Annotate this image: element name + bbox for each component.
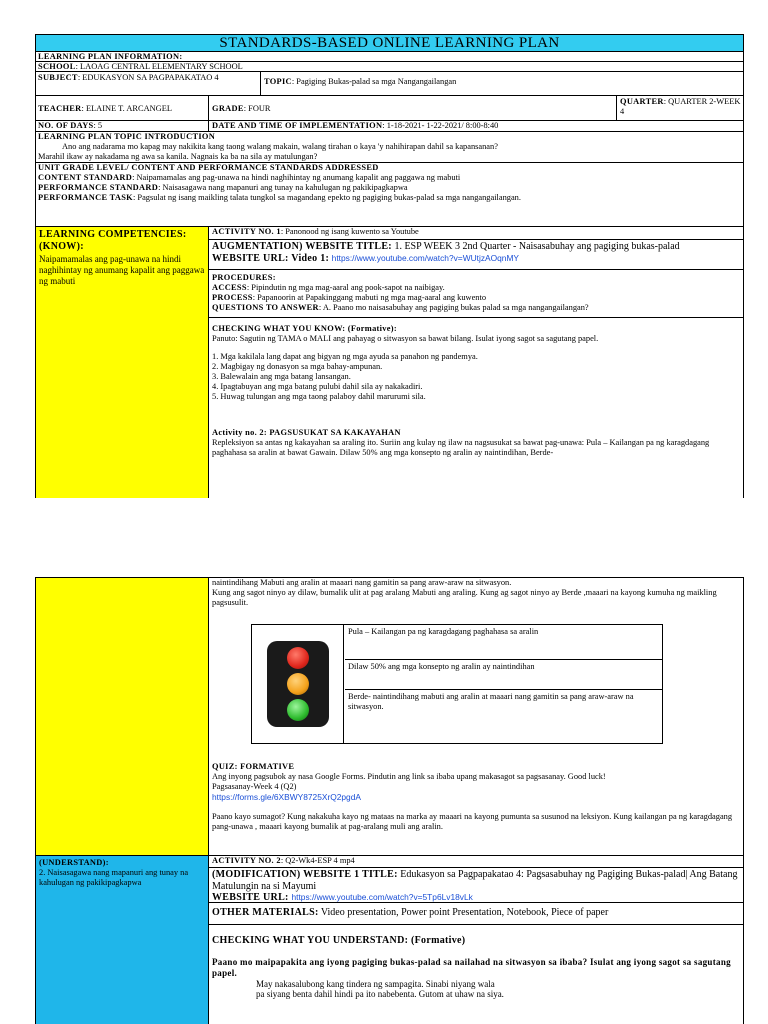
understand-url-label: WEBSITE URL bbox=[212, 892, 286, 902]
traffic-light-icon bbox=[267, 641, 329, 727]
other-materials-label: OTHER MATERIALS: bbox=[212, 907, 319, 918]
subject-label: SUBJECT bbox=[38, 73, 78, 82]
reflection-continued: naintindihang Mabuti ang aralin at maaari nang gamitin sa pang araw-araw na sitwasyon. bbox=[212, 578, 512, 587]
grade-value: : FOUR bbox=[243, 104, 271, 113]
quarter-cell bbox=[618, 96, 743, 120]
yellow-light-row bbox=[345, 659, 662, 689]
know-continued-section bbox=[36, 578, 743, 855]
augmentation-label: AUGMENTATION) WEBSITE TITLE: bbox=[212, 241, 392, 252]
subject-topic-row bbox=[36, 71, 743, 95]
checking-know-block bbox=[209, 317, 743, 497]
topic-label: TOPIC bbox=[264, 77, 292, 86]
quiz-block bbox=[212, 762, 740, 832]
green-light-icon bbox=[287, 699, 309, 721]
school-row bbox=[36, 61, 743, 71]
days-date-row bbox=[36, 120, 743, 131]
performance-task bbox=[38, 193, 741, 203]
story-line-1: May nakasalubong kang tindera ng sampagita. Sinabi niyang wala bbox=[256, 979, 495, 989]
quarter-value: : QUARTER 2-WEEK 4 bbox=[620, 97, 741, 116]
know-item-2: 2. Magbigay ng donasyon sa mga bahay-ampunan. bbox=[212, 362, 383, 371]
know-competency-cell bbox=[36, 227, 208, 498]
know-item-4: 4. Ipagtabuyan ang mga batang pulubi dahil sila ay nakakadiri. bbox=[212, 382, 423, 391]
performance-standard bbox=[38, 183, 741, 193]
topic-value: : Pagiging Bukas-palad sa mga Nangangailangan bbox=[291, 77, 457, 86]
performance-standard-label: PERFORMANCE STANDARD bbox=[38, 183, 159, 192]
document-title: STANDARDS-BASED ONLINE LEARNING PLAN bbox=[219, 35, 560, 51]
quarter-label: QUARTER bbox=[620, 97, 664, 106]
days-value: : 5 bbox=[93, 121, 103, 130]
teacher-cell bbox=[36, 96, 206, 120]
standards-row bbox=[36, 162, 743, 226]
understand-heading: (UNDERSTAND): bbox=[39, 858, 109, 867]
intro-line-2: Marahil ikaw ay nakadama ng awa sa kanila. Nagnais ka ba na sila ay matulungan? bbox=[38, 152, 318, 161]
process-label: PROCESS bbox=[212, 293, 253, 302]
activity-2-label: Activity no. 2 bbox=[212, 428, 264, 437]
quiz-title: Pagsasanay-Week 4 (Q2) bbox=[212, 782, 297, 791]
topic-cell bbox=[262, 72, 458, 95]
know-activities bbox=[209, 227, 743, 498]
red-light-text: Pula – Kailangan pa ng karagdagang paghahasa sa aralin bbox=[348, 627, 539, 636]
know-heading: LEARNING COMPETENCIES: (KNOW): bbox=[39, 229, 187, 252]
info-heading-row bbox=[36, 51, 743, 61]
score-note: Paano kayo sumagot? Kung nakakuha kayo ng mataas na marka ay maaari na kayong pumunta sa susunod na leksiyon. Kung kailangan pa ng karagdagang pang-unawa , maaari kayong bumalik at pag-aralang muli ang aralin. bbox=[212, 812, 733, 831]
checking-understand-block bbox=[209, 924, 743, 1024]
performance-task-label: PERFORMANCE TASK bbox=[38, 193, 133, 202]
days-label: NO. OF DAYS bbox=[38, 121, 94, 130]
green-light-text: Berde- naintindihang mabuti ang aralin at maaari nang gamitin sa pang araw-araw na sitwasyon. bbox=[348, 692, 634, 711]
augmentation-block bbox=[209, 239, 743, 269]
activity-2-value: : PAGSUSUKAT SA KAKAYAHAN bbox=[263, 428, 401, 437]
content-standard bbox=[38, 173, 741, 183]
activity-1-label: ACTIVITY NO. 1 bbox=[212, 227, 281, 236]
procedures-heading: PROCEDURES: bbox=[212, 273, 276, 282]
content-standard-value: : Naipamamalas ang pag-unawa na hindi naghihintay ng anumang kapalit ang paggawa ng mabuti bbox=[132, 173, 461, 182]
green-light-row bbox=[345, 689, 662, 743]
school-label: SCHOOL bbox=[38, 62, 76, 71]
title-row bbox=[36, 34, 743, 51]
know-competency-text: Naipamamalas ang pag-unawa na hindi naghihintay ng anumang kapalit ang paggawa ng mabuti bbox=[39, 254, 205, 286]
checking-understand-heading: CHECKING WHAT YOU UNDERSTAND: (Formative) bbox=[212, 935, 466, 946]
access-label: ACCESS bbox=[212, 283, 247, 292]
activity-1-block bbox=[209, 227, 743, 239]
date-cell bbox=[210, 121, 743, 131]
quiz-link[interactable]: https://forms.gle/6XBWY8725XrQ2pgdA bbox=[212, 792, 361, 802]
understand-competency-text: 2. Naisasagawa nang mapanuri ang tunay na kahulugan ng pakikipagkapwa bbox=[39, 868, 189, 887]
page-two bbox=[35, 577, 744, 1024]
story-line-2: pa siyang benta dahil hindi pa ito nabebenta. Gutom at uhaw na siya. bbox=[256, 989, 504, 999]
modification-value: Edukasyon sa Pagpapakatao 4: Pagsasabuhay ng Pagiging Bukas-palad| Ang Batang Matulungin na si Mayumi bbox=[212, 869, 738, 892]
reflection-instructions: Kung ang sagot ninyo ay dilaw, bumalik ulit at pag aralang Mabuti ang araling. Kung ag sagot ninyo ay Berde ,maaari na kayong kumuha ng maikling pagsusulit. bbox=[212, 588, 717, 607]
intro-heading: LEARNING PLAN TOPIC INTRODUCTION bbox=[38, 132, 216, 141]
grade-label: GRADE bbox=[212, 104, 244, 113]
info-heading: LEARNING PLAN INFORMATION: bbox=[38, 52, 183, 61]
yellow-light-icon bbox=[287, 673, 309, 695]
intro-row bbox=[36, 131, 743, 162]
date-label: DATE AND TIME OF IMPLEMENTATION bbox=[212, 121, 383, 130]
know-item-5: 5. Huwag tulungan ang mga taong palaboy dahil marurumi sila. bbox=[212, 392, 426, 401]
traffic-light-table bbox=[251, 624, 663, 744]
date-value: : 1-18-2021- 1-22-2021/ 8:00-8:40 bbox=[382, 121, 499, 130]
understand-section bbox=[36, 855, 743, 1024]
days-cell bbox=[36, 121, 206, 131]
performance-standard-value: : Naisasagawa nang mapanuri ang tunay na kahulugan ng pakikipagkapwa bbox=[158, 183, 408, 192]
access-value: : Pipindutin ng mga mag-aaral ang pook-sapot na naibigay. bbox=[246, 283, 445, 292]
traffic-light-image bbox=[252, 625, 344, 743]
subject-value: : EDUKASYON SA PAGPAPAKATAO 4 bbox=[77, 73, 219, 82]
intro-line-1: Ano ang nadarama mo kapag may nakikita kang taong walang makain, walang tirahan o kaya 'y nahihirapan dahil sa kapansanan? bbox=[62, 142, 498, 151]
know-item-1: 1. Mga kakilala lang dapat ang bigyan ng mga ayuda sa panahon ng pandemya. bbox=[212, 352, 478, 361]
know-continued-content bbox=[209, 578, 743, 855]
grade-cell bbox=[210, 96, 610, 120]
understand-question: Paano mo maipapakita ang iyong pagiging bukas-palad sa nailahad na sitwasyon sa ibaba? Isulat ang iyong sagot sa sagutang papel. bbox=[212, 957, 731, 978]
know-item-3: 3. Balewalain ang mga batang lansangan. bbox=[212, 372, 351, 381]
teacher-row bbox=[36, 95, 743, 120]
school-cell bbox=[36, 62, 245, 71]
questions-value: : A. Paano mo naisasabuhay ang pagiging bukas palad sa mga nangangailangan? bbox=[318, 303, 589, 312]
modification-block: (MODIFICATION) WEBSITE 1 TITLE: Edukasyon sa Pagpapakatao 4: Pagsasabuhay ng Pagiging Bukas-palad| Ang Batang Matulungin na si Mayumi WEBSITE URL: https://www.youtube.com/watch?v=5Tp6Lv18vLk bbox=[209, 867, 743, 902]
procedures-block bbox=[209, 269, 743, 317]
know-continued-left bbox=[36, 578, 208, 855]
augmentation-value: 1. ESP WEEK 3 2nd Quarter - Naisasabuhay ang pagiging bukas-palad bbox=[391, 241, 680, 252]
page-one bbox=[35, 34, 744, 498]
checking-know-instructions: Panuto: Sagutin ng TAMA o MALI ang pahayag o sitwasyon sa bawat bilang. Isulat iyong sagot sa sagutang papel. bbox=[212, 334, 599, 343]
quiz-instructions: Ang inyong pagsubok ay nasa Google Forms. Pindutin ang link sa ibaba upang makasagot sa pagsasanay. Good luck! bbox=[212, 772, 606, 781]
process-value: : Papanoorin at Papakinggang mabuti ng mga mag-aaral ang kuwento bbox=[252, 293, 487, 302]
video-1-link[interactable]: https://www.youtube.com/watch?v=WUtjzAOqnMY bbox=[331, 252, 520, 263]
red-light-icon bbox=[287, 647, 309, 669]
know-section bbox=[36, 226, 743, 498]
checking-know-heading: CHECKING WHAT YOU KNOW: (Formative): bbox=[212, 324, 397, 333]
subject-cell bbox=[36, 72, 258, 95]
red-light-row bbox=[345, 625, 662, 659]
yellow-light-text: Dilaw 50% ang mga konsepto ng aralin ay naintindihan bbox=[348, 662, 535, 671]
teacher-value: : ELAINE T. ARCANGEL bbox=[81, 104, 172, 113]
quiz-heading: QUIZ: FORMATIVE bbox=[212, 762, 295, 771]
school-value: : LAOAG CENTRAL ELEMENTARY SCHOOL bbox=[75, 62, 243, 71]
other-materials-block bbox=[209, 902, 743, 924]
understand-activity-label: ACTIVITY NO. 2 bbox=[212, 856, 281, 865]
video-url-label: WEBSITE URL: Video 1: bbox=[212, 252, 330, 264]
standards-heading: UNIT GRADE LEVEL/ CONTENT AND PERFORMANCE STANDARDS ADDRESSED bbox=[38, 163, 379, 172]
understand-activity-value: : Q2-Wk4-ESP 4 mp4 bbox=[280, 856, 355, 865]
other-materials-value: Video presentation, Power point Presentation, Notebook, Piece of paper bbox=[318, 907, 609, 918]
reflection-text: Repleksiyon sa antas ng kakayahan sa araling ito. Suriin ang kulay ng ilaw na nagsusukat sa bawat pag-unawa: Pula – Kailangan pa ng karagdagang paghahasa sa aralin at bawat Gawain. Dilaw 50% ang mga konsepto ng aralin ay naintindihan, Berde- bbox=[212, 438, 710, 457]
understand-activities bbox=[209, 856, 743, 1024]
content-standard-label: CONTENT STANDARD bbox=[38, 173, 133, 182]
questions-label: QUESTIONS TO ANSWER bbox=[212, 303, 319, 312]
modification-label: (MODIFICATION) WEBSITE 1 TITLE: bbox=[212, 869, 398, 880]
activity-1-value: : Panonood ng isang kuwento sa Youtube bbox=[280, 227, 419, 236]
activity-2-understand-block bbox=[209, 856, 743, 867]
performance-task-value: : Pagsulat ng isang maikling talata tungkol sa magandang epekto ng pagiging bukas-palad sa mga nangangailangan. bbox=[133, 193, 521, 202]
understand-video-link[interactable]: https://www.youtube.com/watch?v=5Tp6Lv18vLk bbox=[291, 892, 473, 902]
understand-competency-cell bbox=[36, 856, 208, 1024]
teacher-label: TEACHER bbox=[38, 104, 82, 113]
